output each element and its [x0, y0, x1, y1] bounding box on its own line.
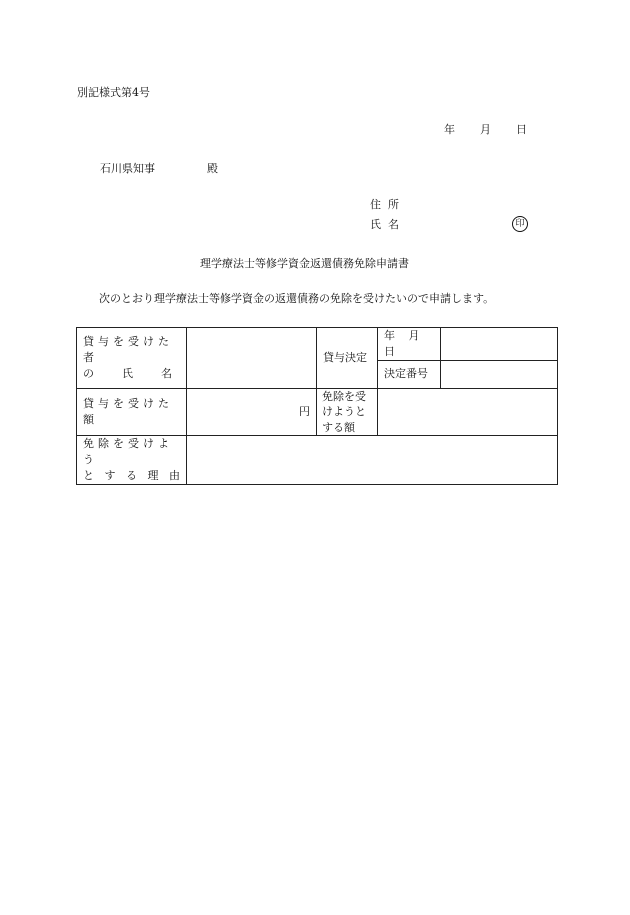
label-char: 氏	[122, 366, 133, 380]
table-row	[77, 388, 558, 435]
table-row	[77, 436, 558, 485]
name-label: 氏名	[370, 218, 406, 231]
honorific: 殿	[207, 162, 218, 175]
exemption-amount-label-line1: 免除を受	[322, 389, 366, 403]
label-char: 由	[169, 468, 180, 482]
table-row	[77, 328, 558, 361]
document-title: 理学療法士等修学資金返還債務免除申請書	[200, 257, 409, 270]
label-char: す	[104, 468, 116, 482]
intro-text: 次のとおり理学療法士等修学資金の返還債務の免除を受けたいので申請します。	[99, 292, 495, 305]
address-label: 住所	[370, 198, 406, 211]
date-day-label: 日	[516, 123, 527, 136]
decision-number-field[interactable]	[441, 360, 558, 388]
borrower-name-label-line2	[83, 366, 180, 382]
exemption-amount-field[interactable]	[378, 388, 558, 435]
reason-field[interactable]	[187, 436, 558, 485]
exemption-amount-label-line3: する額	[322, 420, 355, 434]
loan-amount-field[interactable]	[187, 388, 317, 435]
application-table	[76, 327, 558, 485]
loan-decision-label: 貸与決定	[317, 328, 378, 389]
borrower-name-label-cell	[77, 328, 187, 389]
label-char: る	[126, 468, 137, 482]
seal-mark: 印	[512, 216, 528, 232]
label-char: 名	[161, 366, 172, 380]
reason-label	[77, 436, 187, 485]
label-char: 理	[147, 468, 159, 482]
date-month-label: 月	[480, 123, 491, 136]
borrower-name-label-line1: 貸与を受けた者	[83, 335, 173, 364]
exemption-amount-label-line2: けようと	[322, 405, 366, 419]
label-char: の	[83, 366, 94, 380]
date-year-label: 年	[444, 123, 455, 136]
reason-label-line1: 免除を受けよう	[83, 437, 173, 466]
exemption-amount-label	[317, 388, 378, 435]
reason-label-line2	[83, 468, 180, 484]
label-char: と	[83, 468, 94, 482]
decision-number-label: 決定番号	[378, 360, 441, 388]
decision-date-field[interactable]	[441, 328, 558, 361]
date-label: 年 月 日	[378, 328, 441, 361]
form-number: 別記様式第4号	[77, 86, 150, 99]
borrower-name-field[interactable]	[187, 328, 317, 389]
loan-amount-label: 貸与を受けた額	[77, 388, 187, 435]
yen-unit: 円	[299, 404, 310, 418]
addressee: 石川県知事	[100, 162, 155, 175]
